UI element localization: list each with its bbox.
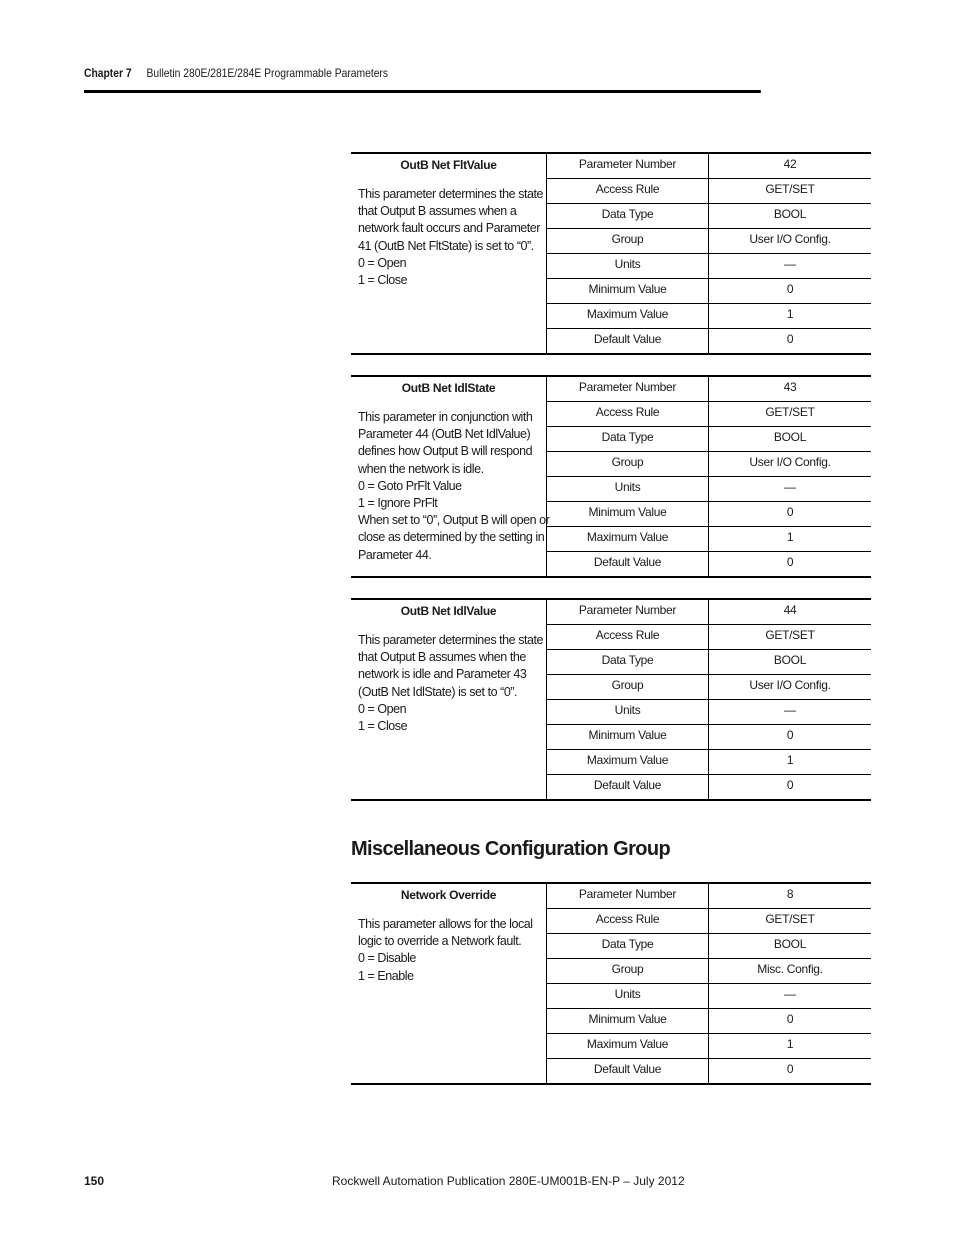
- property-value: BOOL: [773, 430, 807, 444]
- chapter-label: Chapter 7: [84, 66, 132, 80]
- table-row: [547, 304, 871, 329]
- property-value: 1: [786, 530, 794, 544]
- property-label: Units: [547, 477, 709, 501]
- description-line: 0 = Open: [358, 701, 407, 716]
- description-line: when the network is idle.: [358, 461, 484, 476]
- property-value: 0: [786, 728, 794, 742]
- property-value: GET/SET: [765, 182, 815, 196]
- property-label: Parameter Number: [547, 377, 709, 401]
- parameter-properties: [547, 884, 871, 1083]
- property-label: Minimum Value: [547, 1009, 709, 1033]
- property-value: BOOL: [773, 937, 807, 951]
- description-line: 41 (OutB Net FltState) is set to “0”.: [358, 238, 534, 253]
- description-line: logic to override a Network fault.: [358, 934, 522, 949]
- property-label: Maximum Value: [547, 750, 709, 774]
- table-row: [547, 725, 871, 750]
- property-label: Default Value: [547, 329, 709, 353]
- parameter-table: [351, 152, 871, 355]
- table-row: [547, 625, 871, 650]
- property-value: 43: [783, 380, 797, 394]
- property-value: —: [784, 703, 796, 717]
- property-value: 1: [786, 753, 794, 767]
- property-label: Parameter Number: [547, 884, 709, 908]
- parameter-description: [358, 409, 550, 564]
- parameter-name: Network Override: [400, 888, 497, 902]
- property-label: Maximum Value: [547, 527, 709, 551]
- property-label: Data Type: [547, 650, 709, 674]
- property-label: Default Value: [547, 1059, 709, 1083]
- table-row: [547, 600, 871, 625]
- description-line: 1 = Enable: [358, 968, 414, 983]
- parameter-name: OutB Net IdlState: [401, 381, 496, 395]
- description-line: 0 = Goto PrFlt Value: [358, 478, 462, 493]
- property-value: BOOL: [773, 207, 807, 221]
- property-label: Access Rule: [547, 909, 709, 933]
- table-row: [547, 750, 871, 775]
- parameter-name: OutB Net IdlValue: [400, 604, 497, 618]
- property-label: Units: [547, 984, 709, 1008]
- table-row: [547, 675, 871, 700]
- property-value: 0: [786, 555, 794, 569]
- section-title: Miscellaneous Configuration Group: [351, 838, 671, 860]
- property-label: Minimum Value: [547, 725, 709, 749]
- page-number: 150: [84, 1174, 105, 1188]
- property-value: GET/SET: [765, 628, 815, 642]
- table-row: [547, 934, 871, 959]
- parameter-description-cell: [351, 600, 547, 799]
- description-line: (OutB Net IdlState) is set to “0”.: [358, 684, 518, 699]
- table-row: [547, 1009, 871, 1034]
- property-value: 0: [786, 1062, 794, 1076]
- description-line: 1 = Close: [358, 719, 408, 734]
- description-line: network is idle and Parameter 43: [358, 667, 527, 682]
- property-label: Data Type: [547, 204, 709, 228]
- property-label: Maximum Value: [547, 304, 709, 328]
- property-value: 1: [786, 1037, 794, 1051]
- property-value: User I/O Config.: [749, 678, 831, 692]
- table-row: [547, 477, 871, 502]
- property-value: User I/O Config.: [749, 232, 831, 246]
- table-row: [547, 229, 871, 254]
- parameter-properties: [547, 600, 871, 799]
- property-value: 0: [786, 282, 794, 296]
- parameter-table: [351, 598, 871, 801]
- table-row: [547, 279, 871, 304]
- description-line: This parameter allows for the local: [358, 917, 533, 931]
- table-row: [547, 329, 871, 353]
- description-line: that Output B assumes when the: [358, 650, 526, 665]
- table-row: [547, 700, 871, 725]
- description-line: close as determined by the setting in: [358, 530, 545, 545]
- table-row: [547, 909, 871, 934]
- description-line: This parameter in conjunction with: [358, 410, 533, 424]
- property-label: Access Rule: [547, 402, 709, 426]
- table-row: [547, 984, 871, 1009]
- property-value: BOOL: [773, 653, 807, 667]
- parameter-description-cell: [351, 154, 547, 353]
- property-value: —: [784, 480, 796, 494]
- table-row: [547, 959, 871, 984]
- parameter-description-cell: [351, 377, 550, 576]
- property-value: 42: [783, 157, 797, 171]
- property-label: Group: [547, 959, 709, 983]
- table-row: [547, 377, 871, 402]
- parameter-properties: [547, 377, 871, 576]
- property-value: 0: [786, 505, 794, 519]
- description-line: that Output B assumes when a: [358, 204, 517, 219]
- table-row: [547, 452, 871, 477]
- description-line: Parameter 44.: [358, 547, 432, 562]
- property-value: —: [784, 257, 796, 271]
- property-label: Minimum Value: [547, 502, 709, 526]
- property-value: 0: [786, 332, 794, 346]
- table-row: [547, 775, 871, 799]
- parameter-description-cell: [351, 884, 547, 1083]
- property-label: Access Rule: [547, 179, 709, 203]
- property-label: Default Value: [547, 775, 709, 799]
- table-row: [547, 254, 871, 279]
- property-label: Units: [547, 254, 709, 278]
- description-line: defines how Output B will respond: [358, 444, 533, 459]
- description-line: 1 = Close: [358, 273, 408, 288]
- table-row: [547, 154, 871, 179]
- property-value: 0: [786, 1012, 794, 1026]
- table-row: [547, 527, 871, 552]
- property-value: 1: [786, 307, 794, 321]
- description-line: 0 = Disable: [358, 951, 416, 966]
- property-value: —: [784, 987, 796, 1001]
- table-row: [547, 179, 871, 204]
- table-row: [547, 552, 871, 576]
- property-value: User I/O Config.: [749, 455, 831, 469]
- property-value: 44: [783, 603, 797, 617]
- table-row: [547, 1059, 871, 1083]
- description-line: When set to “0”, Output B will open or: [358, 513, 550, 528]
- table-row: [547, 402, 871, 427]
- description-line: 0 = Open: [358, 255, 407, 270]
- description-line: Parameter 44 (OutB Net IdlValue): [358, 427, 531, 442]
- parameter-table: [351, 882, 871, 1085]
- description-line: 1 = Ignore PrFlt: [358, 496, 438, 511]
- parameter-name: OutB Net FltValue: [400, 158, 497, 172]
- table-row: [547, 1034, 871, 1059]
- publication-info: Rockwell Automation Publication 280E-UM001B-EN-P – July 2012: [332, 1174, 685, 1188]
- table-row: [547, 427, 871, 452]
- property-label: Group: [547, 229, 709, 253]
- description-line: This parameter determines the state: [358, 187, 544, 201]
- property-label: Group: [547, 452, 709, 476]
- parameter-description: [358, 916, 544, 985]
- property-label: Maximum Value: [547, 1034, 709, 1058]
- parameter-description: [358, 186, 544, 289]
- property-label: Minimum Value: [547, 279, 709, 303]
- property-label: Group: [547, 675, 709, 699]
- parameter-properties: [547, 154, 871, 353]
- header-title: Bulletin 280E/281E/284E Programmable Parameters: [146, 66, 389, 80]
- table-row: [547, 650, 871, 675]
- property-value: 0: [786, 778, 794, 792]
- property-label: Units: [547, 700, 709, 724]
- table-row: [547, 502, 871, 527]
- property-label: Access Rule: [547, 625, 709, 649]
- page-header: [84, 66, 761, 93]
- property-value: GET/SET: [765, 405, 815, 419]
- property-label: Parameter Number: [547, 154, 709, 178]
- property-label: Default Value: [547, 552, 709, 576]
- property-value: Misc. Config.: [757, 962, 823, 976]
- parameter-description: [358, 632, 544, 735]
- table-row: [547, 204, 871, 229]
- property-value: GET/SET: [765, 912, 815, 926]
- description-line: This parameter determines the state: [358, 633, 544, 647]
- property-label: Data Type: [547, 934, 709, 958]
- property-label: Data Type: [547, 427, 709, 451]
- property-label: Parameter Number: [547, 600, 709, 624]
- description-line: network fault occurs and Parameter: [358, 221, 541, 236]
- property-value: 8: [786, 887, 794, 901]
- table-row: [547, 884, 871, 909]
- parameter-table: [351, 375, 871, 578]
